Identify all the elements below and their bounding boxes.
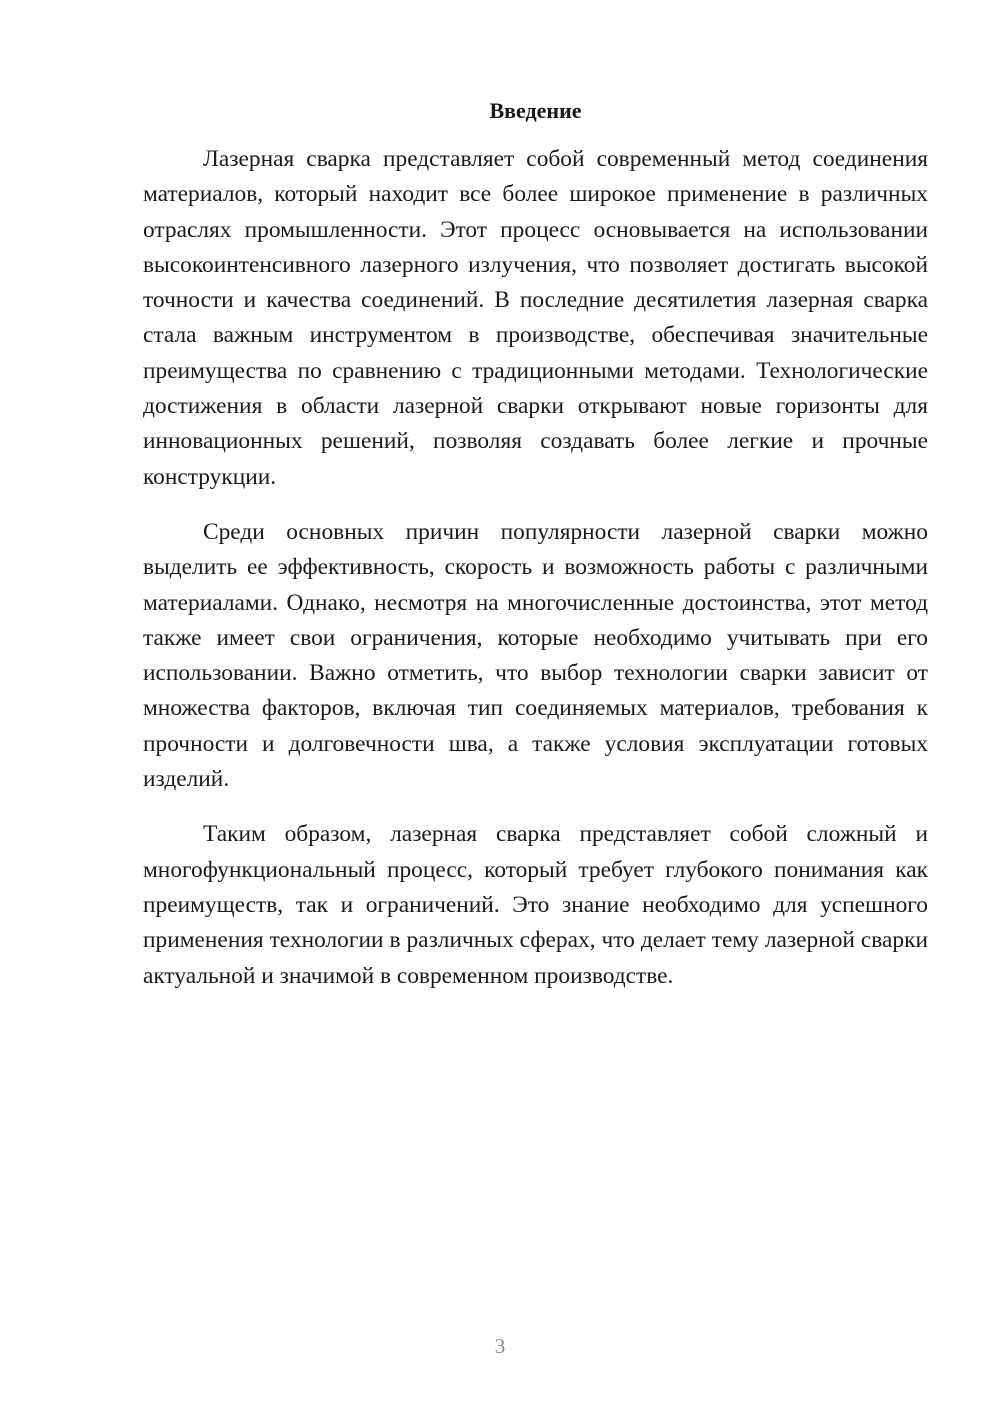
paragraph-2: Среди основных причин популярности лазерной сварки можно выделить ее эффективность, скорость и возможность работы с различными материалами. Однако, несмотря на многочисленные достоинства, этот метод также имеет свои ограничения, которые необходимо учитывать при его использовании. Важно отметить, что выбор технологии сварки зависит от множества факторов, включая тип соединяемых материалов, требования к прочности и долговечности шва, а также условия эксплуатации готовых изделий. [143,518,928,793]
page-number: 3 [494,1334,506,1358]
body-text [143,142,928,994]
paragraph-3: Таким образом, лазерная сварка представляет собой сложный и многофункциональный процесс, который требует глубокого понимания как преимуществ, так и ограничений. Это знание необходимо для успешного применения технологии в различных сферах, что делает тему лазерной сварки актуальной и значимой в современном производстве. [143,821,928,989]
paragraph-1: Лазерная сварка представляет собой современный метод соединения материалов, который находит все более широкое применение в различных отраслях промышленности. Этот процесс основывается на использовании высокоинтенсивного лазерного излучения, что позволяет достигать высокой точности и качества соединений. В последние десятилетия лазерная сварка стала важным инструментом в производстве, обеспечивая значительные преимущества по сравнению с традиционными методами. Технологические достижения в области лазерной сварки открывают новые горизонты для инновационных решений, позволяя создавать более легкие и прочные конструкции. [143,146,928,490]
section-title: Введение [489,98,582,123]
